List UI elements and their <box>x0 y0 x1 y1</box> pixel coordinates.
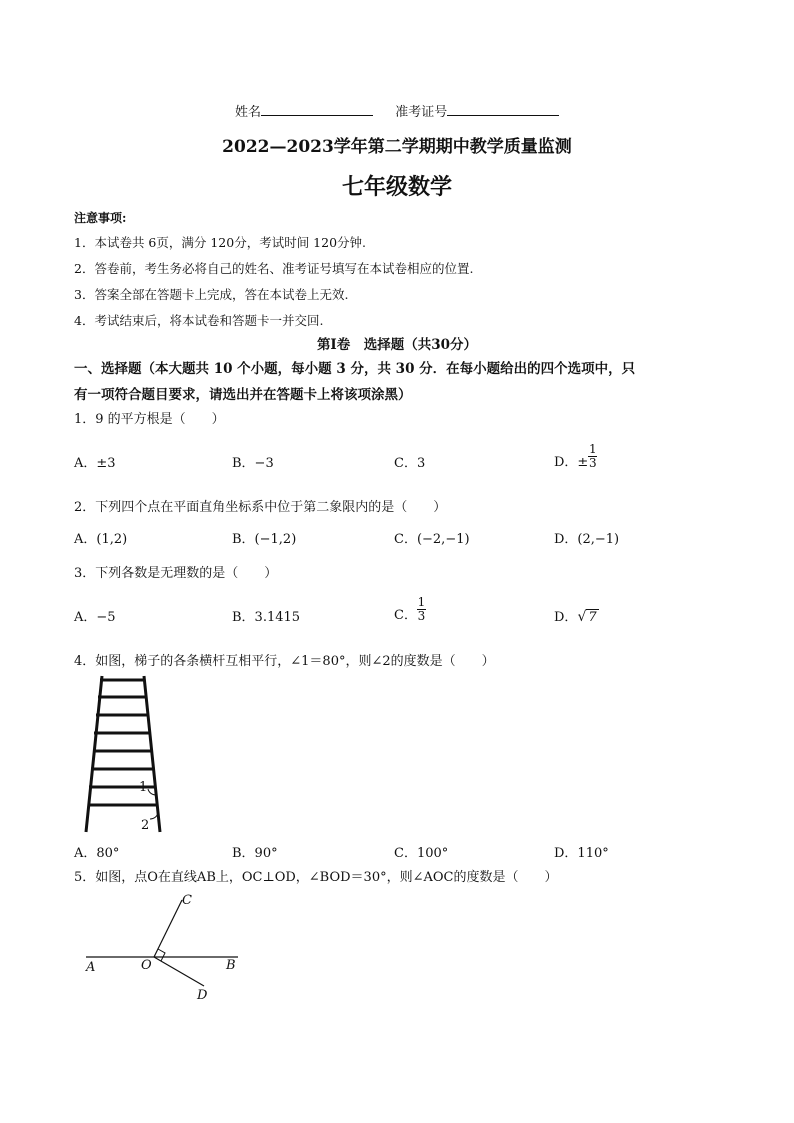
id-label: 准考证号 <box>395 105 448 120</box>
fraction <box>417 596 426 623</box>
id-blank[interactable] <box>447 102 559 116</box>
option-d-prefix: D． <box>554 610 578 625</box>
part-instructions-line2: 有一项符合题目要求，请选出并在答题卡上将该项涂黑） <box>74 387 412 403</box>
question-stem: 5．如图，点O在直线AB上，OC⊥OD，∠BOD＝30°，则∠AOC的度数是（ ） <box>74 870 558 885</box>
notice-item: 4．考试结束后，将本试卷和答题卡一并交回. <box>74 313 324 328</box>
option-c[interactable]: C．3 <box>394 456 426 471</box>
candidate-info <box>235 101 559 120</box>
question-stem: 4．如图，梯子的各条横杆互相平行，∠1＝80°，则∠2的度数是（ ） <box>74 654 495 669</box>
option-c-prefix: C． <box>394 608 417 623</box>
option-b[interactable]: B．−3 <box>232 456 274 471</box>
option-d[interactable] <box>554 606 599 625</box>
angle-1-label: 1 <box>139 780 148 795</box>
notice-item: 1．本试卷共 6页，满分 120分，考试时间 120分钟. <box>74 235 367 250</box>
point-a-label: A <box>86 960 96 975</box>
ladder-right-rail <box>144 676 160 832</box>
name-label: 姓名 <box>235 105 262 120</box>
option-c[interactable] <box>394 596 426 623</box>
notice-item: 3．答案全部在答题卡上完成，答在本试卷上无效. <box>74 287 349 302</box>
ray-od <box>154 957 204 986</box>
part-instructions-line1: 一、选择题（本大题共 10 个小题，每小题 3 分，共 30 分．在每小题给出的四个选项中，只 <box>74 361 636 377</box>
fraction <box>588 443 597 470</box>
notice-item: 2．答卷前，考生务必将自己的姓名、准考证号填写在本试卷相应的位置. <box>74 261 474 276</box>
option-d-prefix: D．± <box>554 455 589 470</box>
ladder-left-rail <box>86 676 102 832</box>
angle-figure <box>80 890 250 1010</box>
denominator: 3 <box>417 609 426 623</box>
exam-title: 2022—2023学年第二学期期中教学质量监测 <box>222 137 572 157</box>
option-a[interactable]: A．(1,2) <box>74 532 128 547</box>
point-c-label: C <box>182 893 192 908</box>
option-a[interactable]: A．80° <box>74 846 120 861</box>
numerator: 1 <box>417 595 426 609</box>
ladder-figure <box>84 672 174 838</box>
name-blank[interactable] <box>261 102 373 116</box>
angle-2-label: 2 <box>141 818 150 833</box>
option-b[interactable]: B．90° <box>232 846 278 861</box>
question-stem: 1．9 的平方根是（ ） <box>74 412 225 427</box>
option-c[interactable]: C．100° <box>394 846 449 861</box>
point-d-label: D <box>197 988 208 1003</box>
denominator: 3 <box>589 456 597 470</box>
option-d[interactable]: D．(2,−1) <box>554 532 620 547</box>
question-stem: 3．下列各数是无理数的是（ ） <box>74 566 278 581</box>
right-angle-mark <box>158 949 165 961</box>
radicand: 7 <box>588 610 597 625</box>
question-stem: 2．下列四个点在平面直角坐标系中位于第二象限内的是（ ） <box>74 500 447 515</box>
option-a[interactable]: A．−5 <box>74 610 116 625</box>
point-o-label: O <box>141 958 152 973</box>
option-d[interactable] <box>554 443 597 470</box>
section-title: 第Ⅰ卷 选择题（共30分） <box>316 337 478 353</box>
subject-title: 七年级数学 <box>341 174 452 200</box>
sqrt-sign: √ <box>577 609 587 625</box>
option-b[interactable]: B．3.1415 <box>232 610 301 625</box>
ray-oc <box>154 900 182 957</box>
option-a[interactable]: A．±3 <box>74 456 116 471</box>
option-c[interactable]: C．(−2,−1) <box>394 532 470 547</box>
point-b-label: B <box>226 958 236 973</box>
numerator: 1 <box>589 442 597 456</box>
option-d[interactable]: D．110° <box>554 846 609 861</box>
notice-heading: 注意事项: <box>74 211 127 225</box>
option-b[interactable]: B．(−1,2) <box>232 532 297 547</box>
